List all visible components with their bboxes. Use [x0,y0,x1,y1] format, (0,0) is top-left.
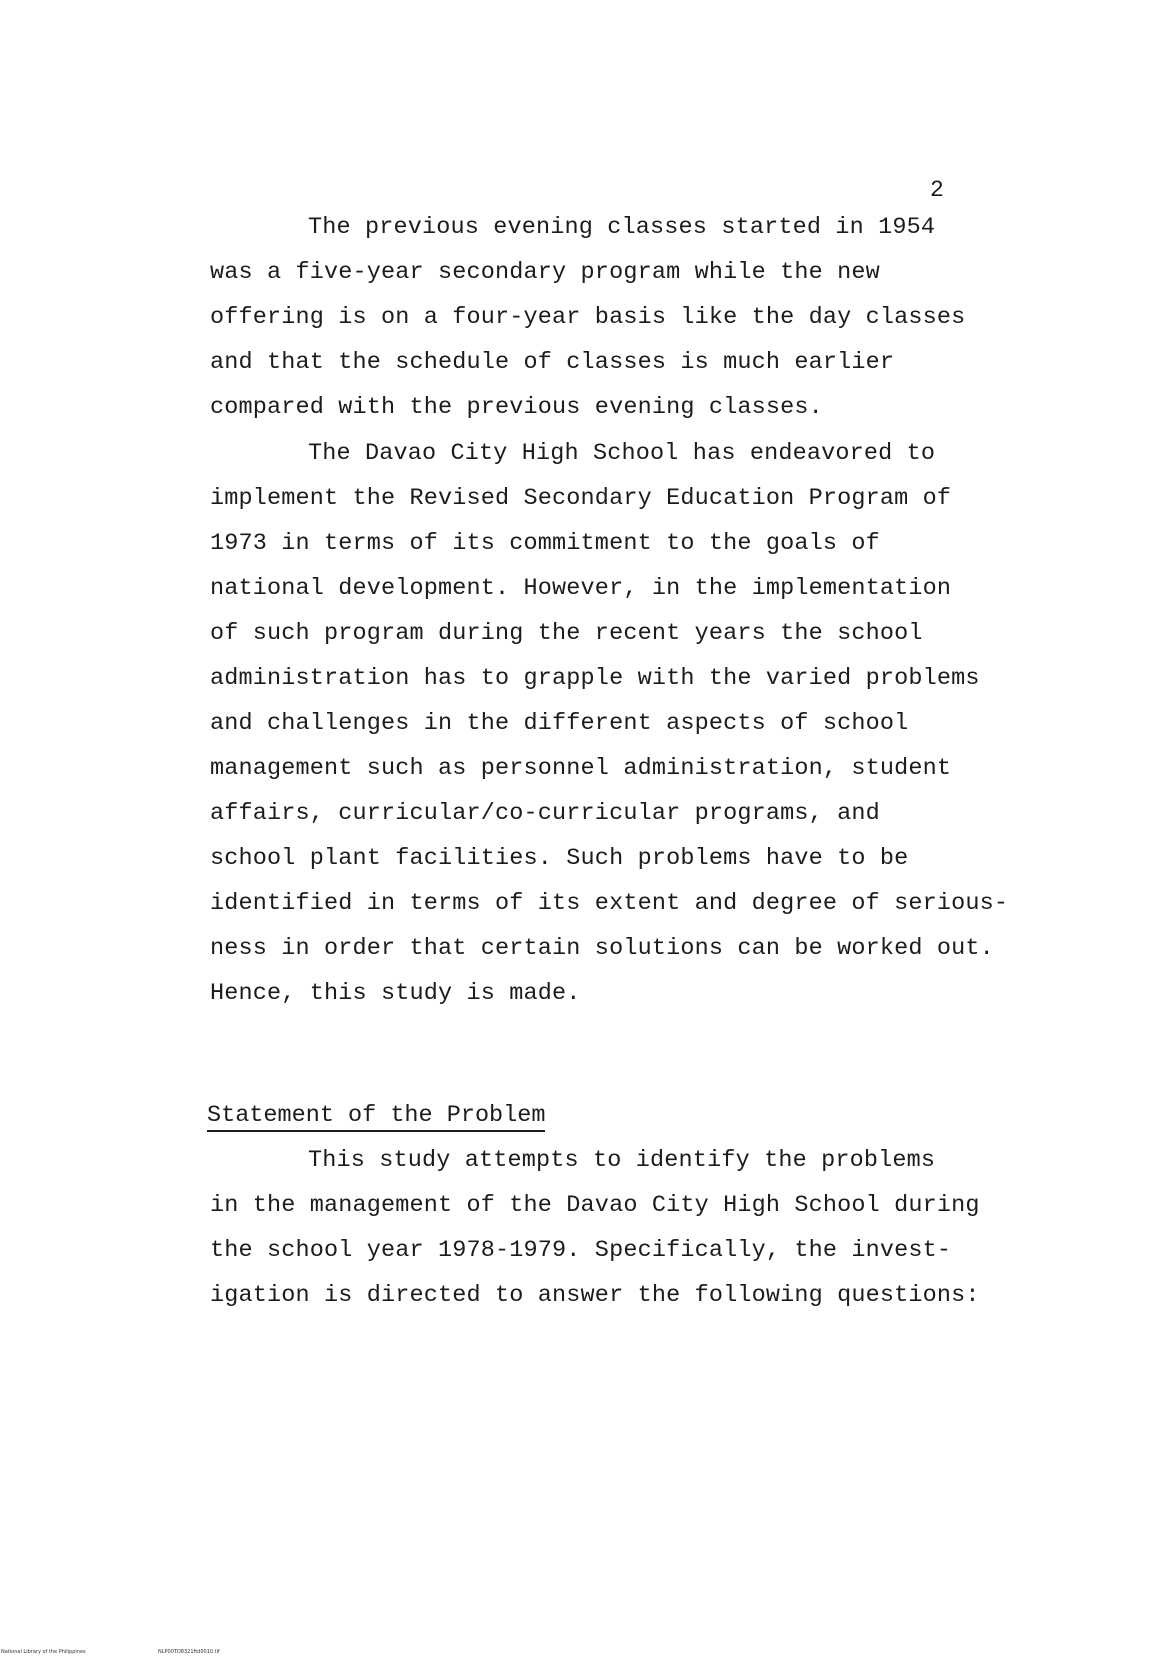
paragraph-line: affairs, curricular/co-curricular programs, and [210,800,880,827]
paragraph-line: national development. However, in the implementation [210,575,952,602]
paragraph-line: management such as personnel administration, student [210,755,952,782]
paragraph-line: and that the schedule of classes is much earlier [210,349,895,376]
paragraph-line: igation is directed to answer the following questions: [210,1282,980,1309]
paragraph-line: administration has to grapple with the varied problems [210,665,980,692]
page-number: 2 [930,177,944,203]
paragraph-line: offering is on a four-year basis like the day classes [210,304,966,331]
paragraph-line: The Davao City High School has endeavored to [308,440,936,467]
paragraph-line: Hence, this study is made. [210,980,581,1007]
paragraph-line: school plant facilities. Such problems have to be [210,845,909,872]
paragraph-line: and challenges in the different aspects of school [210,710,909,737]
paragraph-line: The previous evening classes started in 1954 [308,214,936,241]
paragraph-line: identified in terms of its extent and degree of serious- [210,890,1009,917]
section-heading: Statement of the Problem [207,1102,545,1132]
paragraph-line: This study attempts to identify the problems [308,1147,936,1174]
paragraph-line: compared with the previous evening classes. [210,394,823,421]
paragraph-line: implement the Revised Secondary Education Program of [210,485,952,512]
footer-library-caption: National Library of the Philippines [1,1649,86,1655]
footer-file-caption: NLP00TD8321ftd0010.tif [158,1649,220,1655]
paragraph-line: 1973 in terms of its commitment to the goals of [210,530,880,557]
paragraph-line: was a five-year secondary program while the new [210,259,880,286]
paragraph-line: in the management of the Davao City High School during [210,1192,980,1219]
paragraph-line: of such program during the recent years the school [210,620,923,647]
paragraph-line: the school year 1978-1979. Specifically, the invest- [210,1237,952,1264]
paragraph-line: ness in order that certain solutions can be worked out. [210,935,994,962]
